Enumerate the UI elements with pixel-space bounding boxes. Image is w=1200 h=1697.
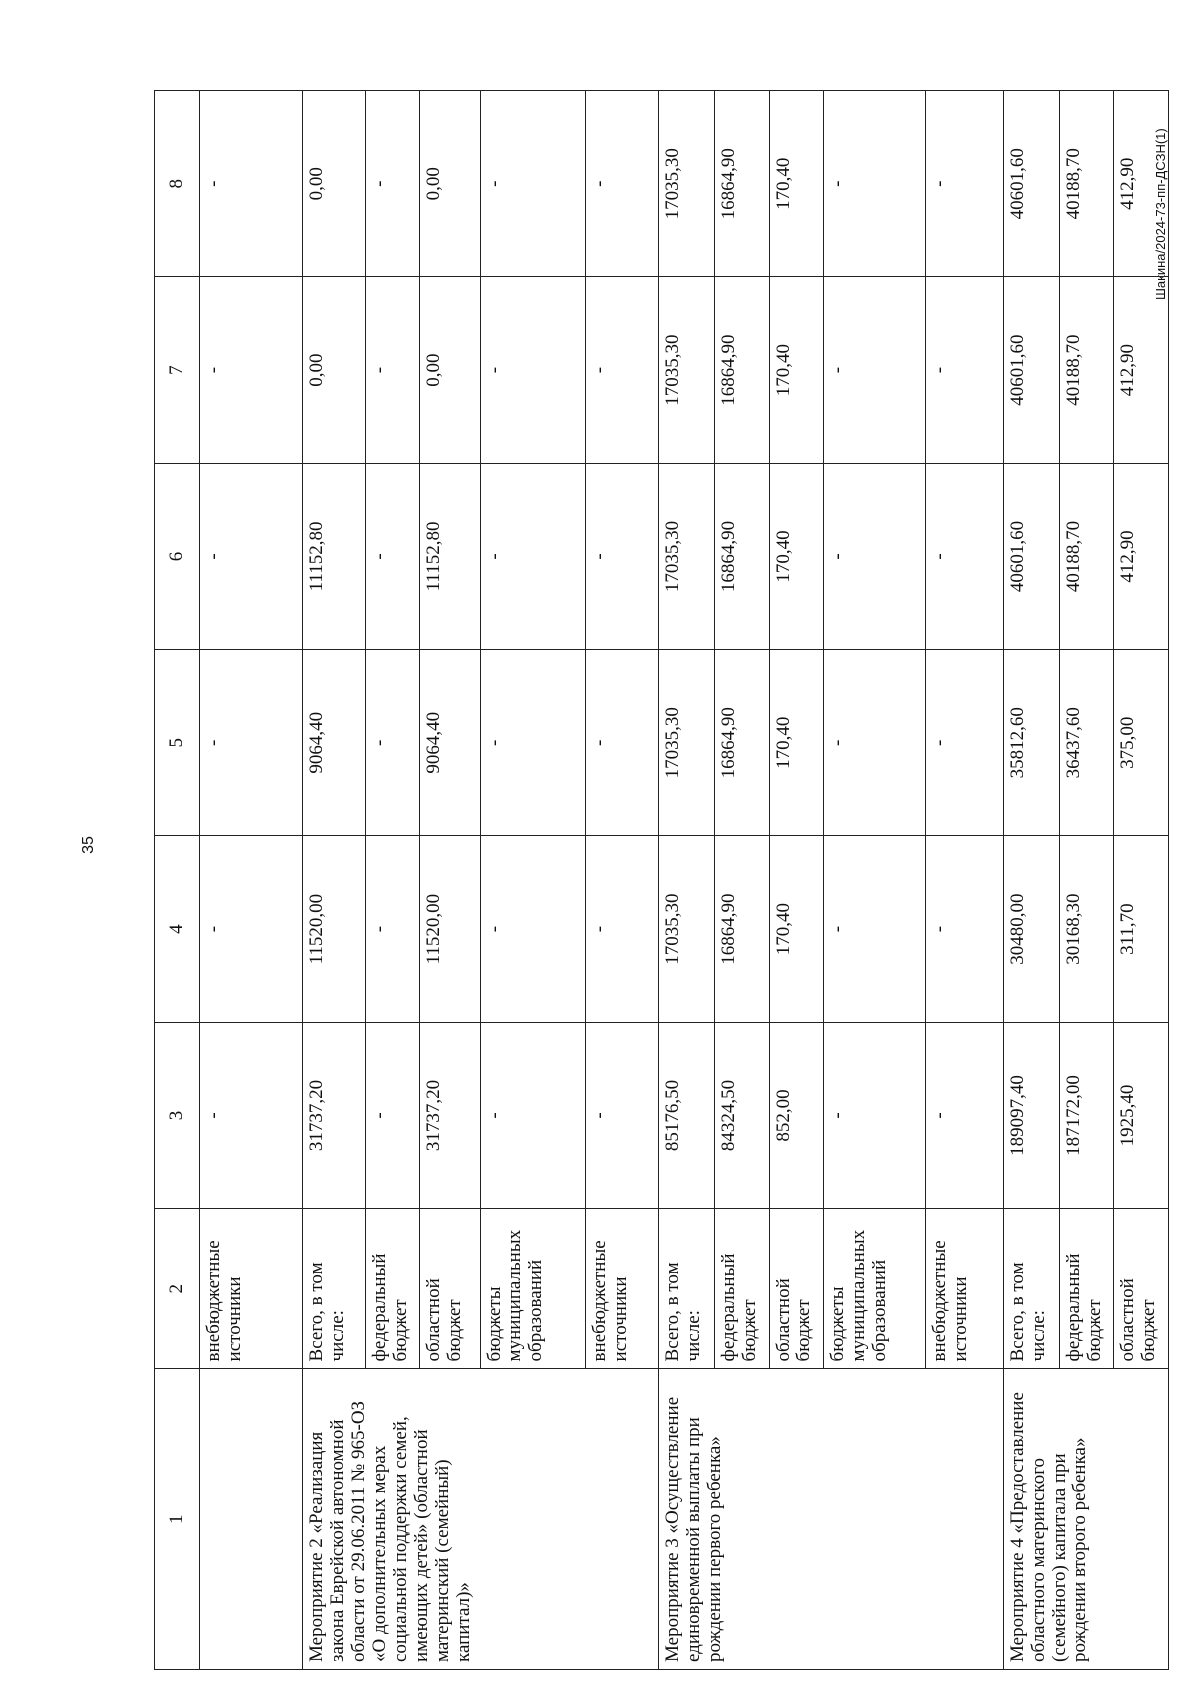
budget-table-rotated: [154, 90, 1169, 1670]
value-cell: 170,40: [769, 463, 824, 649]
value-cell: 9064,40: [303, 650, 365, 836]
value-cell: -: [480, 277, 585, 463]
table-row: [200, 91, 303, 1670]
funding-source-cell: Всего, в том числе:: [303, 1209, 365, 1369]
value-cell: 0,00: [420, 91, 480, 277]
value-cell: 40188,70: [1059, 463, 1114, 649]
value-cell: -: [200, 1022, 303, 1208]
value-cell: -: [200, 836, 303, 1022]
value-cell: 17035,30: [659, 91, 715, 277]
value-cell: 40601,60: [1003, 277, 1059, 463]
value-cell: -: [824, 650, 926, 836]
table-row: [303, 91, 365, 1670]
value-cell: 412,90: [1114, 463, 1169, 649]
table-row: [659, 91, 715, 1670]
value-cell: 16864,90: [714, 463, 769, 649]
funding-source-cell: областной бюджет: [769, 1209, 824, 1369]
value-cell: 0,00: [303, 91, 365, 277]
value-cell: -: [365, 463, 420, 649]
value-cell: -: [824, 277, 926, 463]
value-cell: -: [824, 463, 926, 649]
value-cell: -: [365, 650, 420, 836]
value-cell: 85176,50: [659, 1022, 715, 1208]
value-cell: -: [480, 650, 585, 836]
value-cell: 0,00: [420, 277, 480, 463]
activity-cell: [200, 1369, 303, 1670]
value-cell: -: [926, 1022, 1003, 1208]
funding-source-cell: внебюджетные источники: [200, 1209, 303, 1369]
value-cell: 170,40: [769, 277, 824, 463]
value-cell: 187172,00: [1059, 1022, 1114, 1208]
funding-source-cell: федеральный бюджет: [714, 1209, 769, 1369]
value-cell: 40188,70: [1059, 277, 1114, 463]
column-header: 2: [155, 1209, 200, 1369]
value-cell: -: [480, 836, 585, 1022]
value-cell: 40601,60: [1003, 91, 1059, 277]
page-number: 35: [79, 836, 97, 854]
value-cell: -: [824, 836, 926, 1022]
value-cell: 170,40: [769, 650, 824, 836]
column-header: 8: [155, 91, 200, 277]
value-cell: -: [585, 91, 658, 277]
column-header: 1: [155, 1369, 200, 1670]
value-cell: 16864,90: [714, 277, 769, 463]
value-cell: 375,00: [1114, 650, 1169, 836]
table-row: [1003, 91, 1059, 1670]
activity-cell: Мероприятие 3 «Осуществление единовременной выплаты при рождении первого ребенка»: [659, 1369, 1004, 1670]
value-cell: -: [585, 836, 658, 1022]
value-cell: 31737,20: [420, 1022, 480, 1208]
value-cell: 17035,30: [659, 650, 715, 836]
activity-cell: Мероприятие 2 «Реализация закона Еврейской автономной области от 29.06.2011 № 965-ОЗ «О дополнительных мерах социальной поддержки семей, имеющих детей» (областной материнский (семейный) капитал)»: [303, 1369, 659, 1670]
column-header: 4: [155, 836, 200, 1022]
value-cell: -: [480, 91, 585, 277]
value-cell: 36437,60: [1059, 650, 1114, 836]
value-cell: -: [480, 463, 585, 649]
funding-source-cell: областной бюджет: [420, 1209, 480, 1369]
value-cell: -: [926, 650, 1003, 836]
value-cell: -: [365, 836, 420, 1022]
column-header: 7: [155, 277, 200, 463]
value-cell: -: [365, 277, 420, 463]
value-cell: -: [200, 91, 303, 277]
value-cell: 84324,50: [714, 1022, 769, 1208]
value-cell: -: [200, 650, 303, 836]
value-cell: 16864,90: [714, 836, 769, 1022]
value-cell: -: [926, 463, 1003, 649]
funding-source-cell: федеральный бюджет: [1059, 1209, 1114, 1369]
value-cell: -: [480, 1022, 585, 1208]
funding-source-cell: бюджеты муниципальных образований: [824, 1209, 926, 1369]
value-cell: 40188,70: [1059, 91, 1114, 277]
value-cell: 17035,30: [659, 463, 715, 649]
funding-source-cell: внебюджетные источники: [926, 1209, 1003, 1369]
value-cell: -: [585, 650, 658, 836]
value-cell: 17035,30: [659, 277, 715, 463]
value-cell: 40601,60: [1003, 463, 1059, 649]
funding-source-cell: бюджеты муниципальных образований: [480, 1209, 585, 1369]
value-cell: 852,00: [769, 1022, 824, 1208]
value-cell: 30168,30: [1059, 836, 1114, 1022]
column-header: 3: [155, 1022, 200, 1208]
value-cell: -: [200, 277, 303, 463]
value-cell: 35812,60: [1003, 650, 1059, 836]
value-cell: 11520,00: [303, 836, 365, 1022]
funding-source-cell: областной бюджет: [1114, 1209, 1169, 1369]
value-cell: -: [824, 91, 926, 277]
funding-source-cell: Всего, в том числе:: [1003, 1209, 1059, 1369]
value-cell: 412,90: [1114, 277, 1169, 463]
value-cell: 189097,40: [1003, 1022, 1059, 1208]
value-cell: -: [365, 1022, 420, 1208]
value-cell: -: [585, 463, 658, 649]
value-cell: -: [200, 463, 303, 649]
value-cell: 9064,40: [420, 650, 480, 836]
value-cell: 311,70: [1114, 836, 1169, 1022]
funding-source-cell: Всего, в том числе:: [659, 1209, 715, 1369]
value-cell: -: [585, 1022, 658, 1208]
activity-cell: Мероприятие 4 «Предоставление областного материнского (семейного) капитала при рождении второго ребенка»: [1003, 1369, 1168, 1670]
value-cell: -: [585, 277, 658, 463]
value-cell: -: [824, 1022, 926, 1208]
header-row: [155, 91, 200, 1670]
value-cell: 30480,00: [1003, 836, 1059, 1022]
value-cell: 17035,30: [659, 836, 715, 1022]
value-cell: 0,00: [303, 277, 365, 463]
value-cell: 11152,80: [420, 463, 480, 649]
document-code: Шакина/2024-73-пп-ДСЗН(1): [1153, 128, 1168, 300]
funding-source-cell: федеральный бюджет: [365, 1209, 420, 1369]
value-cell: 16864,90: [714, 650, 769, 836]
value-cell: -: [926, 91, 1003, 277]
value-cell: 170,40: [769, 836, 824, 1022]
column-header: 5: [155, 650, 200, 836]
value-cell: -: [926, 836, 1003, 1022]
budget-table: [154, 90, 1169, 1670]
value-cell: -: [926, 277, 1003, 463]
value-cell: 412,90: [1114, 91, 1169, 277]
value-cell: 170,40: [769, 91, 824, 277]
value-cell: 31737,20: [303, 1022, 365, 1208]
value-cell: 11152,80: [303, 463, 365, 649]
value-cell: 16864,90: [714, 91, 769, 277]
funding-source-cell: внебюджетные источники: [585, 1209, 658, 1369]
column-header: 6: [155, 463, 200, 649]
value-cell: 1925,40: [1114, 1022, 1169, 1208]
value-cell: 11520,00: [420, 836, 480, 1022]
value-cell: -: [365, 91, 420, 277]
